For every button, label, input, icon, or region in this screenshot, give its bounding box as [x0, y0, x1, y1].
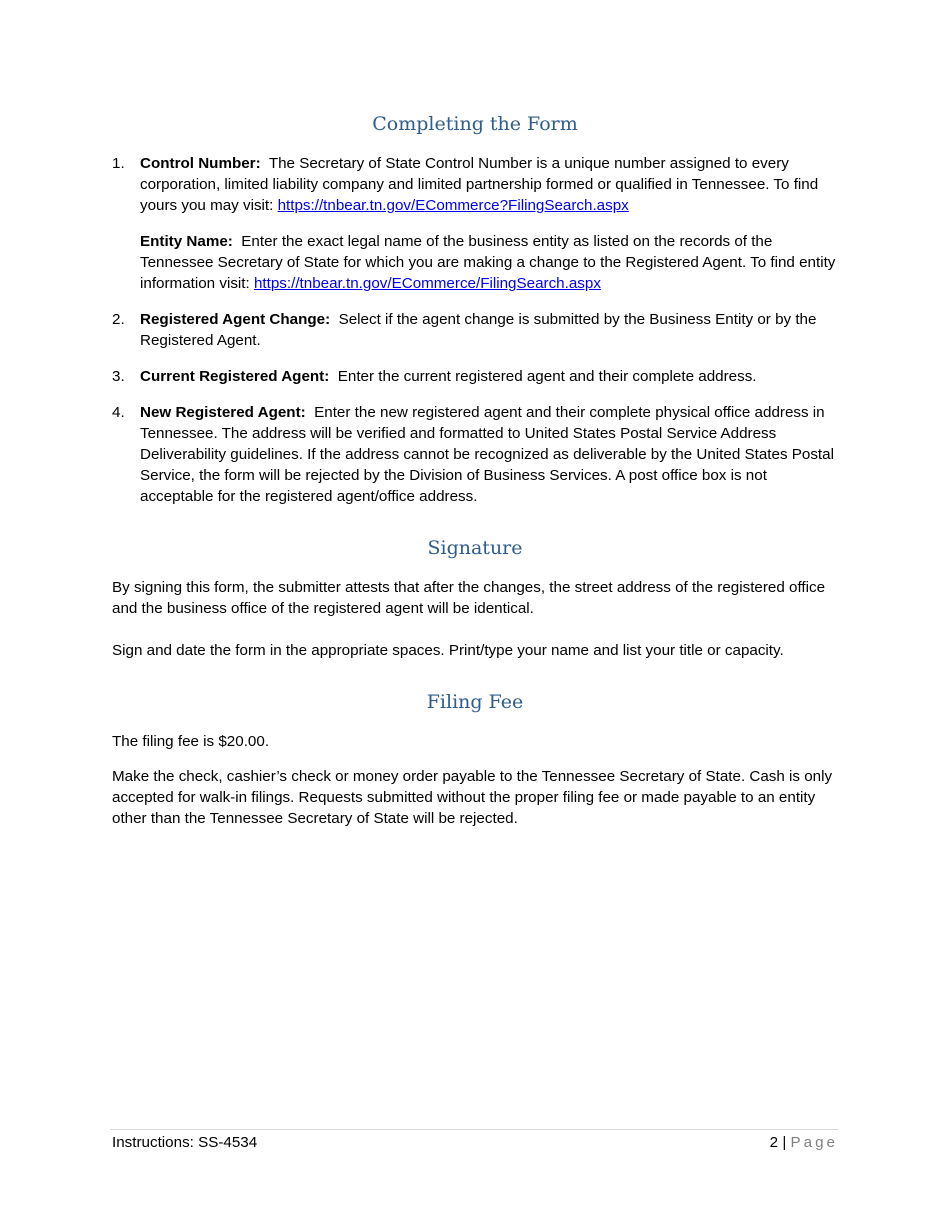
list-item-agent-change [112, 309, 838, 351]
signature-paragraph-1: By signing this form, the submitter attests that after the changes, the street address of the registered office and the business office of the registered agent will be identical. [112, 579, 826, 617]
item-number: 1. [112, 155, 125, 172]
heading-completing-form: Completing the Form [372, 113, 578, 135]
control-number-label: Control Number: [140, 155, 261, 172]
entity-search-link[interactable]: https://tnbear.tn.gov/ECommerce/FilingSearch.aspx [253, 275, 601, 292]
footer-page-indicator [770, 1132, 838, 1153]
signature-paragraph-2: Sign and date the form in the appropriate spaces. Print/type your name and list your title or capacity. [112, 642, 784, 659]
list-item-current-agent [112, 366, 838, 387]
page-number: 2 [769, 1134, 779, 1151]
heading-signature: Signature [427, 537, 523, 559]
list-item-control-number [112, 153, 838, 216]
item-number: 3. [112, 368, 125, 385]
control-number-link[interactable]: https://tnbear.tn.gov/ECommerce?FilingSearch.aspx [277, 197, 629, 214]
entity-name-label: Entity Name: [140, 233, 233, 250]
footer-divider [110, 1129, 838, 1130]
current-agent-label: Current Registered Agent: [140, 368, 330, 385]
new-agent-label: New Registered Agent: [140, 404, 306, 421]
new-agent-text: Enter the new registered agent and their complete physical office address in Tennessee. The address will be verified and formatted to United States Postal Service Address Deliverability guidelines. If the address cannot be recognized as deliverable by the United States Postal Service, the form will be rejected by the Division of Business Services. A post office box is not acceptable for the registered agent/office address. [140, 404, 834, 505]
current-agent-text: Enter the current registered agent and their complete address. [337, 368, 757, 385]
heading-filing-fee: Filing Fee [426, 691, 524, 713]
document-page [112, 110, 838, 829]
page-word: Page [790, 1134, 838, 1151]
item-number: 2. [112, 311, 125, 328]
item-number: 4. [112, 404, 125, 421]
entity-name-paragraph [112, 231, 838, 294]
agent-change-label: Registered Agent Change: [140, 311, 331, 328]
page-separator: | [782, 1134, 787, 1151]
agent-change-text: Select if the agent change is submitted by the Business Entity or by the Registered Agent. [140, 311, 817, 349]
footer-form-id: Instructions: SS-4534 [112, 1134, 258, 1151]
entity-name-text: Enter the exact legal name of the business entity as listed on the records of the Tennessee Secretary of State for which you are making a change to the Registered Agent. To find entity information visit: [140, 233, 836, 292]
list-item-new-agent [112, 402, 838, 507]
control-number-text: The Secretary of State Control Number is a unique number assigned to every corporation, limited liability company and limited partnership formed or qualified in Tennessee. To find yours you may visit: [140, 155, 819, 214]
fee-paragraph-2: Make the check, cashier’s check or money order payable to the Tennessee Secretary of State. Cash is only accepted for walk-in filings. Requests submitted without the proper filing fee or made payable to an entity other than the Tennessee Secretary of State will be rejected. [112, 768, 833, 827]
fee-paragraph-1: The filing fee is $20.00. [112, 733, 270, 750]
